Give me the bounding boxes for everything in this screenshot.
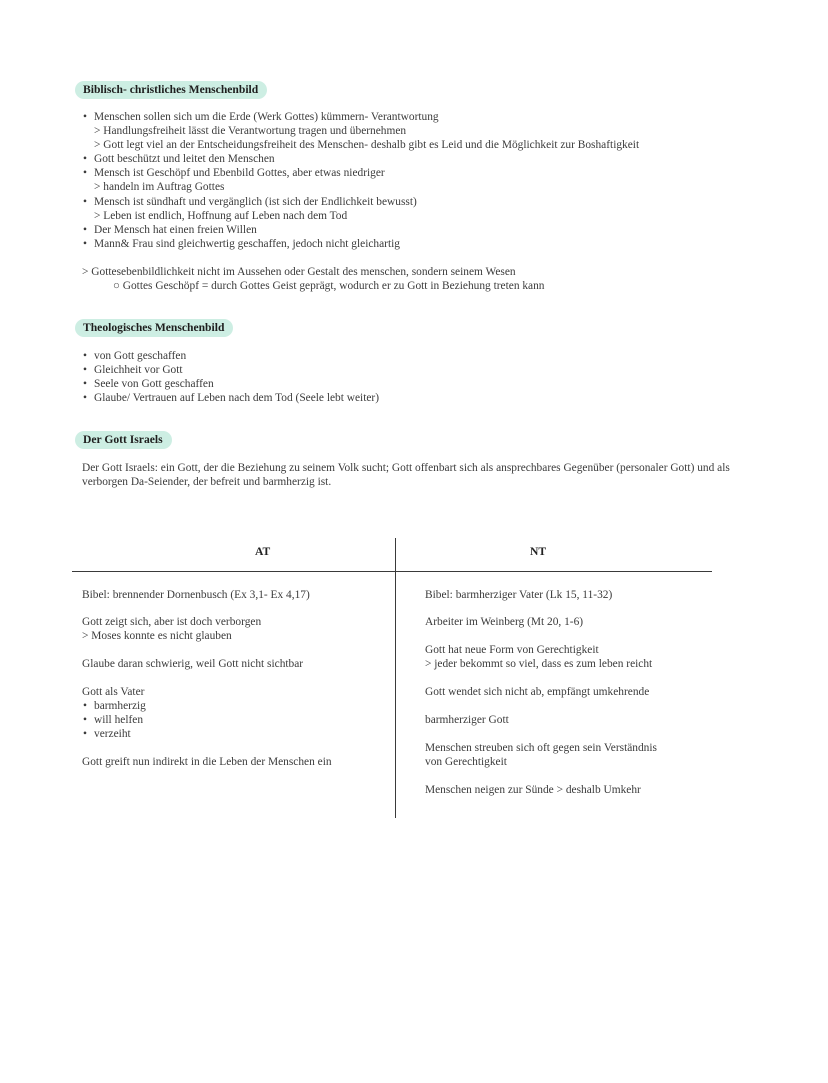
bullet-dot-icon: •	[83, 153, 87, 166]
list-item: • Menschen sollen sich um die Erde (Werk Gottes) kümmern- Verantwortung > Handlungsfreiheit lässt die Verantwortung tragen und übernehmen > Gott legt viel an der Entscheidungsfreiheit des Menschen- deshalb gibt es Leid und die Möglichkeit zur Boshaftigkeit	[83, 111, 640, 152]
table-header-at: AT	[255, 545, 271, 558]
list-item: • verzeiht	[83, 728, 131, 740]
section-heading-biblisch: Biblisch- christliches Menschenbild	[75, 81, 267, 99]
bullet-dot-icon: •	[83, 392, 87, 405]
list-subline: > Gott legt viel an der Entscheidungsfreiheit des Menschen- deshalb gibt es Leid und die Möglichkeit zur Boshaftigkeit	[94, 139, 640, 152]
note-line: > Gottesebenbildlichkeit nicht im Aussehen oder Gestalt des menschen, sondern seinem Wesen	[82, 266, 516, 278]
table-cell-nt: Menschen streuben sich oft gegen sein Verständnis von Gerechtigkeit	[425, 742, 657, 768]
table-cell-nt: barmherziger Gott	[425, 714, 509, 726]
bullet-dot-icon: •	[83, 223, 87, 236]
table-cell-at: Gott greift nun indirekt in die Leben der Menschen ein	[82, 756, 332, 768]
bullet-dot-icon: •	[83, 714, 87, 726]
bullet-dot-icon: •	[83, 111, 87, 123]
table-cell-nt: Gott wendet sich nicht ab, empfängt umkehrende	[425, 686, 650, 698]
table-cell-nt: Bibel: barmherziger Vater (Lk 15, 11-32)	[425, 589, 613, 601]
table-cell-nt: Gott hat neue Form von Gerechtigkeit > jeder bekommt so viel, dass es zum leben reicht	[425, 644, 653, 670]
table-header-nt: NT	[530, 545, 547, 558]
bullet-dot-icon: •	[83, 700, 87, 712]
circle-bullet-icon: ○	[113, 280, 120, 292]
list-subline: > Handlungsfreiheit lässt die Verantwortung tragen und übernehmen	[94, 125, 407, 138]
table-cell-nt: Menschen neigen zur Sünde > deshalb Umkehr	[425, 784, 641, 796]
table-cell-at: Gott als Vater • barmherzig • will helfen • verzeiht	[82, 686, 146, 740]
bullet-list-biblisch	[82, 110, 639, 251]
table-column-divider	[395, 538, 396, 818]
section-heading-gott-israels: Der Gott Israels	[75, 431, 172, 449]
list-item: • barmherzig	[83, 700, 146, 712]
list-item: • Glaube/ Vertrauen auf Leben nach dem Tod (Seele lebt weiter)	[83, 392, 380, 405]
bullet-dot-icon: •	[83, 364, 87, 377]
list-item: • will helfen	[83, 714, 144, 726]
bullet-list-theologisch	[82, 349, 379, 405]
list-item: • Gott beschützt und leitet den Menschen	[83, 153, 275, 166]
table-header-divider	[72, 571, 712, 572]
table-cell-nt: Arbeiter im Weinberg (Mt 20, 1-6)	[425, 616, 584, 628]
subnote-line: ○ Gottes Geschöpf = durch Gottes Geist geprägt, wodurch er zu Gott in Beziehung treten kann	[113, 280, 545, 292]
bullet-dot-icon: •	[83, 350, 87, 362]
list-item: • Mensch ist sündhaft und vergänglich (ist sich der Endlichkeit bewusst) > Leben ist endlich, Hoffnung auf Leben nach dem Tod	[82, 195, 639, 223]
table-cell-at: Glaube daran schwierig, weil Gott nicht sichtbar	[82, 658, 304, 670]
list-item: • Der Mensch hat einen freien Willen	[83, 223, 257, 236]
list-subline: > Leben ist endlich, Hoffnung auf Leben nach dem Tod	[94, 209, 348, 222]
list-subline: > handeln im Auftrag Gottes	[94, 181, 225, 194]
bullet-dot-icon: •	[83, 378, 87, 391]
list-item: • Gleichheit vor Gott	[83, 364, 183, 377]
list-item: • Seele von Gott geschaffen	[83, 378, 214, 391]
table-cell-at: Gott zeigt sich, aber ist doch verborgen > Moses konnte es nicht glauben	[82, 616, 262, 642]
list-item: • Mensch ist Geschöpf und Ebenbild Gottes, aber etwas niedriger > handeln im Auftrag Gottes	[82, 166, 639, 194]
list-item: • Mann& Frau sind gleichwertig geschaffen, jedoch nicht gleichartig	[83, 237, 400, 250]
bullet-dot-icon: •	[83, 237, 87, 250]
paragraph-gott-israels: Der Gott Israels: ein Gott, der die Beziehung zu seinem Volk sucht; Gott offenbart sich als ansprechbares Gegenüber (personaler Gott) und als verborgen Da-Seiender, der befreit und barmherzig ist.	[82, 462, 730, 489]
bullet-dot-icon: •	[83, 167, 87, 180]
table-cell-at: Bibel: brennender Dornenbusch (Ex 3,1- Ex 4,17)	[82, 589, 310, 601]
bullet-dot-icon: •	[83, 728, 87, 740]
section-heading-theologisch: Theologisches Menschenbild	[75, 319, 233, 337]
list-item: • von Gott geschaffen	[83, 350, 187, 362]
bullet-dot-icon: •	[83, 195, 87, 208]
